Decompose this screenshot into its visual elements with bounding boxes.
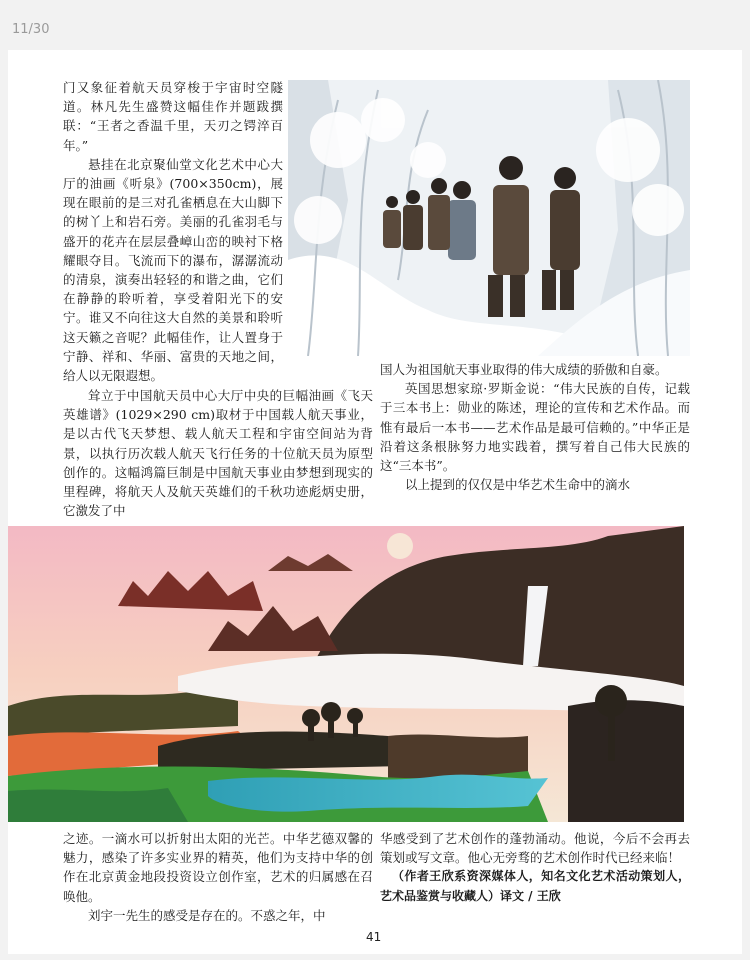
text-column-middle-left — [63, 386, 373, 520]
landscape-painting-illustration — [8, 526, 684, 822]
text-column-bottom-left — [63, 829, 373, 925]
landscape-painting — [8, 526, 684, 822]
paragraph: 门又象征着航天员穿梭于宇宙时空隧道。林凡先生盛赞这幅佳作并题跋撰联：“王者之香温千里，天刃之锷淬百年。” — [63, 80, 283, 153]
page-counter: 11/30 — [12, 22, 50, 37]
paragraph: 耸立于中国航天员中心大厅中央的巨幅油画《飞天英雄谱》(1029×290 cm)取材于中国载人航天事业，是以古代飞天梦想、载人航天工程和宇宙空间站为背景，以执行历次载人航天飞行任务的十位航天员为原型创作的。这幅鸿篇巨制是中国航天事业由梦想到现实的里程碑，将航天人及航天英雄们的千秋功迹彪炳史册，它激发了中 — [63, 388, 373, 519]
paragraph: 刘宇一先生的感受是存在的。不惑之年，中 — [88, 907, 326, 923]
paragraph: 悬挂在北京聚仙堂文化艺术中心大厅的油画《听泉》(700×350cm)，展现在眼前的是三对孔雀栖息在大山脚下的树丫上和岩石旁。美丽的孔雀羽毛与盛开的花卉在层层叠嶂山峦的映衬下格耀眼夺目。飞流而下的瀑布，潺潺流动的清泉，演奏出轻轻的和谐之曲，它们在静静的聆听着，享受着阳光下的安宁。谁又不向往这大自然的美景和聆听这天籁之音呢？此幅佳作，让人置身于宁静、祥和、华丽、富贵的天地之间，给人以无限遐想。 — [63, 156, 283, 384]
paragraph: 华感受到了艺术创作的蓬勃涌动。他说，今后不会再去策划或写文章。他心无旁骛的艺术创作时代已经来临！ — [380, 831, 690, 866]
snow-forest-illustration — [288, 80, 690, 356]
paragraph: 以上提到的仅仅是中华艺术生命中的滴水 — [405, 477, 631, 493]
page-number: 41 — [366, 930, 382, 944]
paragraph: 之迹。一滴水可以折射出太阳的光芒。中华艺德双馨的魅力，感染了许多实业界的精英，他们为支持中华的创作在北京黄金地段投资设立创作室，艺术的归属感在召唤他。 — [63, 831, 373, 904]
paragraph: 国人为祖国航天事业取得的伟大成绩的骄傲和自豪。 — [380, 362, 668, 377]
text-column-top-left — [63, 78, 283, 385]
text-column-middle-right — [380, 360, 690, 494]
snow-forest-photo — [288, 80, 690, 356]
author-byline: （作者王欣系资深媒体人，知名文化艺术活动策划人，艺术品鉴赏与收藏人）译文 / 王欣 — [380, 869, 690, 903]
text-column-bottom-right — [380, 829, 690, 906]
magazine-page — [8, 50, 742, 954]
paragraph: 英国思想家琼·罗斯金说：“伟大民族的自传，记载于三本书上：勋业的陈述，理论的宣传和艺术作品。而惟有最后一本书——艺术作品是最可信赖的。”中华正是沿着这条根脉努力地实践着，撰写着自己伟大民族的这“三本书”。 — [380, 381, 690, 474]
